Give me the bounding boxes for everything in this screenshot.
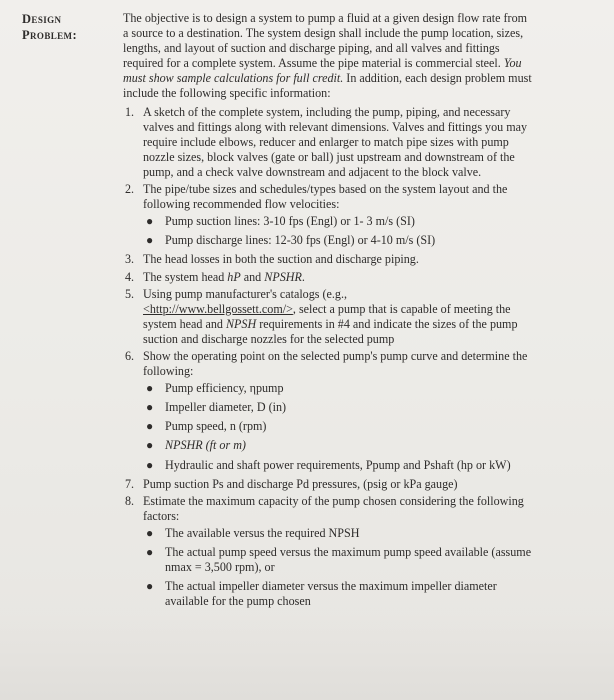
intro-text-2: In addition, each design problem must include the following specific information: [123,71,532,101]
item-text-b: hP [227,269,241,284]
list-item [123,182,535,248]
item-text: A sketch of the complete system, including the pump, piping, and necessary valves and fittings along with relevant dimensions. Valves and fittings you may require include elbows, reducer and enlarger to match pipe sizes with pump nozzle sizes, block valves (gate or ball) just upstream and downstream of the pump, and a check valve downstream and adjacent to the block valve. [143,104,528,179]
list-item [123,494,535,610]
bullet-icon: ● [146,419,154,434]
bullet-item [143,233,535,248]
item-text-d: requirements in #4 and indicate the sizes of the pump suction and discharge nozzles for the selected pump [143,316,518,346]
item-number: 3. [125,252,135,267]
bullet-text: Impeller diameter, D (in) [165,400,287,415]
item-text-c: and [240,269,265,284]
bullet-text: The actual pump speed versus the maximum pump speed available (assume nmax = 3,500 rpm), or [165,545,532,575]
bullet-item [143,400,535,415]
label-problem: Problem: [22,28,78,42]
section-label [22,11,77,43]
item-text: The head losses in both the suction and discharge piping. [143,252,419,267]
item-text-e: . [301,269,305,284]
bullet-text: The available versus the required NPSH [165,525,360,540]
bullet-icon: ● [146,233,154,248]
bullet-text: Pump speed, n (rpm) [165,419,267,434]
bullet-icon: ● [146,438,154,453]
intro-paragraph [123,11,535,102]
bullet-text: NPSHR (ft or m) [165,438,246,453]
page-shadow [0,610,614,700]
bullet-text: Pump discharge lines: 12-30 fps (Engl) or 4-10 m/s (SI) [165,233,436,248]
item-number: 7. [125,476,135,491]
item-text: Estimate the maximum capacity of the pump chosen considering the following factors: [143,493,524,523]
bullet-list [143,381,535,472]
item-number: 8. [125,493,135,508]
item-number: 4. [125,269,135,284]
bullet-icon: ● [146,579,154,594]
list-item [123,270,535,285]
bullet-icon: ● [146,214,154,229]
item-text-a: The system head [143,269,228,284]
item-text: Show the operating point on the selected pump's pump curve and determine the following: [143,348,528,379]
item-text-d: NPSHR [264,269,302,284]
bullet-list [143,214,535,248]
bullet-item [143,381,535,396]
intro-text-1: The objective is to design a system to pump a fluid at a given design flow rate from a source to a destination. The system design shall include the pump location, sizes, lengths, and layout of suction and discharge piping, and all valves and fittings required for a complete system. Assume the pipe material is commercial steel. [123,11,528,71]
label-design: Design [22,12,62,26]
bullet-text: Pump efficiency, ηpump [165,381,284,396]
list-item [123,105,535,180]
list-item [123,252,535,267]
document-body [123,11,535,613]
catalog-link[interactable]: <http://www.bellgossett.com/> [143,301,293,316]
bullet-icon: ● [146,381,154,396]
item-number: 5. [125,286,135,301]
bullet-icon: ● [146,545,154,559]
bullet-text: Hydraulic and shaft power requirements, Ppump and Pshaft (hp or kW) [165,457,511,472]
bullet-item [143,458,535,473]
list-item [123,287,535,347]
bullet-item [143,419,535,434]
list-item [123,349,535,473]
bullet-text: Pump suction lines: 3-10 fps (Engl) or 1- 3 m/s (SI) [165,214,415,229]
bullet-text: The actual impeller diameter versus the maximum impeller diameter available for the pump chosen [165,579,497,609]
bullet-item [143,579,535,609]
intro-emphasis: You must show sample calculations for full credit. [123,56,522,86]
bullet-icon: ● [146,400,154,415]
item-text-c: NPSH [225,316,257,331]
item-number: 6. [125,348,135,363]
bullet-item [143,526,535,541]
bullet-item [143,214,535,229]
bullet-icon: ● [146,525,154,540]
bullet-item [143,438,535,453]
item-text: The pipe/tube sizes and schedules/types based on the system layout and the following recommended flow velocities: [143,182,508,212]
item-text: Pump suction Ps and discharge Pd pressures, (psig or kPa gauge) [143,476,458,491]
item-number: 1. [125,104,135,119]
item-number: 2. [125,182,135,197]
bullet-icon: ● [146,457,154,472]
bullet-item [143,545,535,575]
requirements-list [123,105,535,610]
item-text-b: , select a pump that is capable of meeting the system head and [143,301,511,331]
bullet-list [143,526,535,609]
list-item [123,477,535,492]
item-text-a: Using pump manufacturer's catalogs (e.g., [143,286,348,301]
